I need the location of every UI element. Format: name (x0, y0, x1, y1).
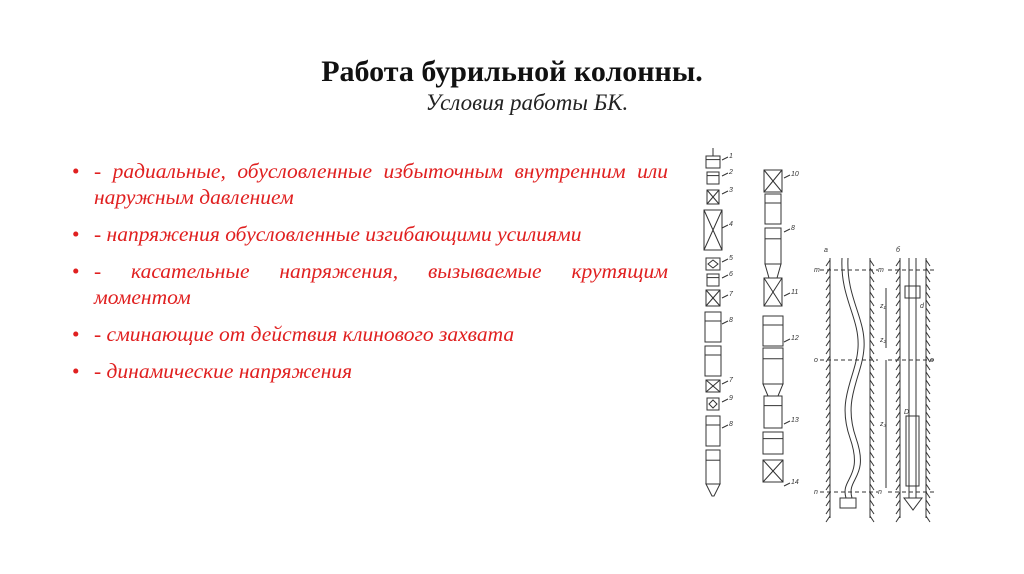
hatch (896, 420, 900, 426)
string-segment (763, 432, 783, 454)
string-segment (764, 396, 782, 428)
figure-label: 9 (729, 395, 733, 402)
string-taper (706, 484, 720, 496)
hatch (870, 428, 874, 434)
hatch (926, 484, 930, 490)
hatch (826, 508, 830, 514)
hatch (826, 444, 830, 450)
hatch (896, 356, 900, 362)
figure-label: 8 (791, 225, 795, 232)
bent-pipe (842, 258, 858, 498)
leader-line (722, 321, 728, 324)
hatch (926, 332, 930, 338)
hatch (926, 492, 930, 498)
hatch (870, 412, 874, 418)
figure-label: 4 (729, 221, 733, 228)
hatch (926, 364, 930, 370)
hatch (870, 468, 874, 474)
figure-label: 1 (729, 153, 733, 160)
leader-line (784, 229, 790, 232)
bullet-item (72, 258, 668, 310)
leader-line (784, 483, 790, 486)
hatch (926, 388, 930, 394)
hatch (896, 516, 900, 522)
hatch (826, 388, 830, 394)
wellbore-diagrams (820, 258, 934, 522)
hatch (896, 492, 900, 498)
hatch (870, 260, 874, 266)
hatch (926, 308, 930, 314)
leader-line (722, 295, 728, 298)
hatch (896, 340, 900, 346)
figure-label: 6 (729, 271, 733, 278)
hatch (896, 468, 900, 474)
bullet-dot-icon: • (72, 359, 80, 383)
bullet-dot-icon: • (72, 222, 80, 246)
pipe-joint (905, 286, 920, 298)
hatch (896, 364, 900, 370)
figure-label: m (878, 267, 884, 274)
hatch (826, 452, 830, 458)
string-segment (706, 156, 720, 168)
hatch (926, 460, 930, 466)
string-segment (765, 228, 781, 264)
figure-label: 3 (729, 187, 733, 194)
hatch (826, 516, 830, 522)
hatch (870, 404, 874, 410)
hatch (870, 364, 874, 370)
hatch (896, 284, 900, 290)
hatch (870, 420, 874, 426)
hatch (870, 332, 874, 338)
hatch (870, 380, 874, 386)
figure-label: D (904, 409, 910, 416)
hatch (870, 476, 874, 482)
figure-label: 5 (729, 255, 733, 262)
string-segment (705, 346, 721, 376)
figure-label: 11 (791, 289, 799, 296)
hatch (870, 356, 874, 362)
bullet-text: - напряжения обусловленные изгибающими усилиями (94, 222, 582, 246)
figure-label: а (824, 247, 828, 254)
hatch (896, 476, 900, 482)
string-segment (763, 348, 783, 384)
hatch (896, 372, 900, 378)
hatch (870, 452, 874, 458)
hatch (926, 420, 930, 426)
figure-label: z₁ (880, 303, 886, 310)
hatch (926, 324, 930, 330)
hatch (826, 332, 830, 338)
hatch (826, 436, 830, 442)
hatch (826, 260, 830, 266)
hatch (896, 276, 900, 282)
hatch (826, 364, 830, 370)
hatch (896, 396, 900, 402)
hatch (926, 452, 930, 458)
leader-line (722, 399, 728, 402)
bullet-text: - радиальные, обусловленные избыточным внутренним или наружным давлением (94, 159, 668, 209)
hatch (870, 276, 874, 282)
hatch (896, 348, 900, 354)
leader-line (784, 421, 790, 424)
figure-label: o (930, 357, 934, 364)
hatch (870, 396, 874, 402)
hatch (870, 388, 874, 394)
string-taper (765, 264, 781, 278)
hatch (896, 484, 900, 490)
leader-line (722, 225, 728, 228)
figure-label: 7 (729, 377, 733, 384)
hatch (926, 476, 930, 482)
hatch (926, 516, 930, 522)
bullet-item (72, 221, 668, 247)
bullet-item (72, 358, 668, 384)
bullet-item (72, 321, 668, 347)
hatch (926, 340, 930, 346)
hatch (826, 476, 830, 482)
hatch (926, 396, 930, 402)
hatch (826, 340, 830, 346)
hatch (926, 380, 930, 386)
hatch (926, 292, 930, 298)
bent-pipe (848, 258, 864, 498)
figure-label: o (814, 357, 818, 364)
figure-label: 10 (791, 171, 799, 178)
leader-line (784, 175, 790, 178)
hatch (896, 316, 900, 322)
bullet-text: - сминающие от действия клинового захвата (94, 322, 515, 346)
hatch (926, 508, 930, 514)
hatch (926, 444, 930, 450)
hatch (870, 444, 874, 450)
hatch (870, 308, 874, 314)
figure-label: 12 (791, 335, 799, 342)
hatch (870, 300, 874, 306)
slide-title: Работа бурильной колонны. (321, 55, 703, 88)
drill-string-drawing (690, 148, 944, 528)
leader-line (722, 259, 728, 262)
collar (906, 416, 919, 486)
hatch (926, 300, 930, 306)
figure-label: d (920, 303, 924, 310)
hatch (826, 268, 830, 274)
hatch (870, 484, 874, 490)
drill-string-assembly-2 (763, 170, 790, 486)
bullet-text: - динамические напряжения (94, 359, 353, 383)
hatch (926, 276, 930, 282)
string-segment (706, 450, 720, 484)
hatch (926, 436, 930, 442)
leader-line (722, 173, 728, 176)
hatch (926, 348, 930, 354)
hatch (870, 500, 874, 506)
bullet-item (72, 158, 668, 210)
figure-label: б (896, 247, 900, 254)
hatch (870, 436, 874, 442)
hatch (926, 428, 930, 434)
hatch (896, 260, 900, 266)
hatch (870, 292, 874, 298)
slide-subtitle: Условия работы БК. (425, 90, 629, 115)
segment-diamond (708, 260, 718, 268)
figure-label: 2 (729, 169, 733, 176)
hatch (926, 404, 930, 410)
hatch (896, 332, 900, 338)
hatch (826, 428, 830, 434)
bullet-text: - касательные напряжения, вызываемые крутящим моментом (94, 259, 668, 309)
hatch (926, 316, 930, 322)
string-segment (705, 312, 721, 342)
bullet-dot-icon: • (72, 322, 80, 346)
figure-label: 14 (791, 479, 799, 486)
hatch (870, 372, 874, 378)
string-segment (707, 274, 719, 286)
bit (840, 498, 856, 508)
hatch (896, 268, 900, 274)
hatch (926, 500, 930, 506)
hatch (896, 380, 900, 386)
hatch (896, 412, 900, 418)
hatch (826, 276, 830, 282)
string-taper (763, 384, 783, 396)
hatch (826, 380, 830, 386)
string-segment (765, 194, 781, 224)
hatch (826, 404, 830, 410)
hatch (870, 324, 874, 330)
hatch (870, 492, 874, 498)
hatch (896, 292, 900, 298)
hatch (896, 500, 900, 506)
hatch (926, 260, 930, 266)
hatch (926, 372, 930, 378)
hatch (870, 508, 874, 514)
hatch (826, 308, 830, 314)
hatch (926, 412, 930, 418)
hatch (926, 268, 930, 274)
hatch (826, 324, 830, 330)
hatch (826, 284, 830, 290)
hatch (826, 460, 830, 466)
hatch (826, 292, 830, 298)
figure-label: z₃ (880, 421, 887, 428)
hatch (896, 388, 900, 394)
figure-label: m (814, 267, 820, 274)
hatch (896, 436, 900, 442)
hatch (870, 516, 874, 522)
hatch (896, 452, 900, 458)
hatch (896, 324, 900, 330)
hatch (896, 300, 900, 306)
bullet-list (72, 158, 668, 395)
figure-label: 8 (729, 421, 733, 428)
segment-diamond (709, 400, 717, 408)
hatch (826, 492, 830, 498)
hatch (926, 468, 930, 474)
hatch (896, 308, 900, 314)
leader-line (722, 381, 728, 384)
hatch (926, 284, 930, 290)
drill-string-assembly-1 (704, 148, 728, 496)
hatch (826, 348, 830, 354)
leader-line (784, 339, 790, 342)
hatch (870, 348, 874, 354)
bullet-dot-icon: • (72, 259, 80, 283)
hatch (870, 284, 874, 290)
figure-label: z₂ (880, 337, 887, 344)
figure-label: 7 (729, 291, 733, 298)
figure-label: 13 (791, 417, 799, 424)
hatch (826, 300, 830, 306)
hatch (826, 396, 830, 402)
leader-line (722, 191, 728, 194)
hatch (896, 428, 900, 434)
leader-line (784, 293, 790, 296)
hatch (826, 468, 830, 474)
hatch (896, 460, 900, 466)
bullet-dot-icon: • (72, 159, 80, 183)
hatch (826, 420, 830, 426)
hatch (870, 268, 874, 274)
leader-line (722, 275, 728, 278)
string-segment (707, 172, 719, 184)
hatch (896, 444, 900, 450)
hatch (896, 404, 900, 410)
figure-label: n (878, 489, 882, 496)
hatch (870, 316, 874, 322)
hatch (826, 500, 830, 506)
hatch (870, 340, 874, 346)
bit (904, 498, 922, 510)
leader-line (722, 157, 728, 160)
figure-label: 8 (729, 317, 733, 324)
hatch (826, 356, 830, 362)
string-segment (763, 316, 783, 346)
figure-label: n (814, 489, 818, 496)
leader-line (722, 425, 728, 428)
string-segment (706, 416, 720, 446)
hatch (826, 372, 830, 378)
hatch (826, 412, 830, 418)
hatch (870, 460, 874, 466)
hatch (826, 484, 830, 490)
hatch (896, 508, 900, 514)
hatch (826, 316, 830, 322)
